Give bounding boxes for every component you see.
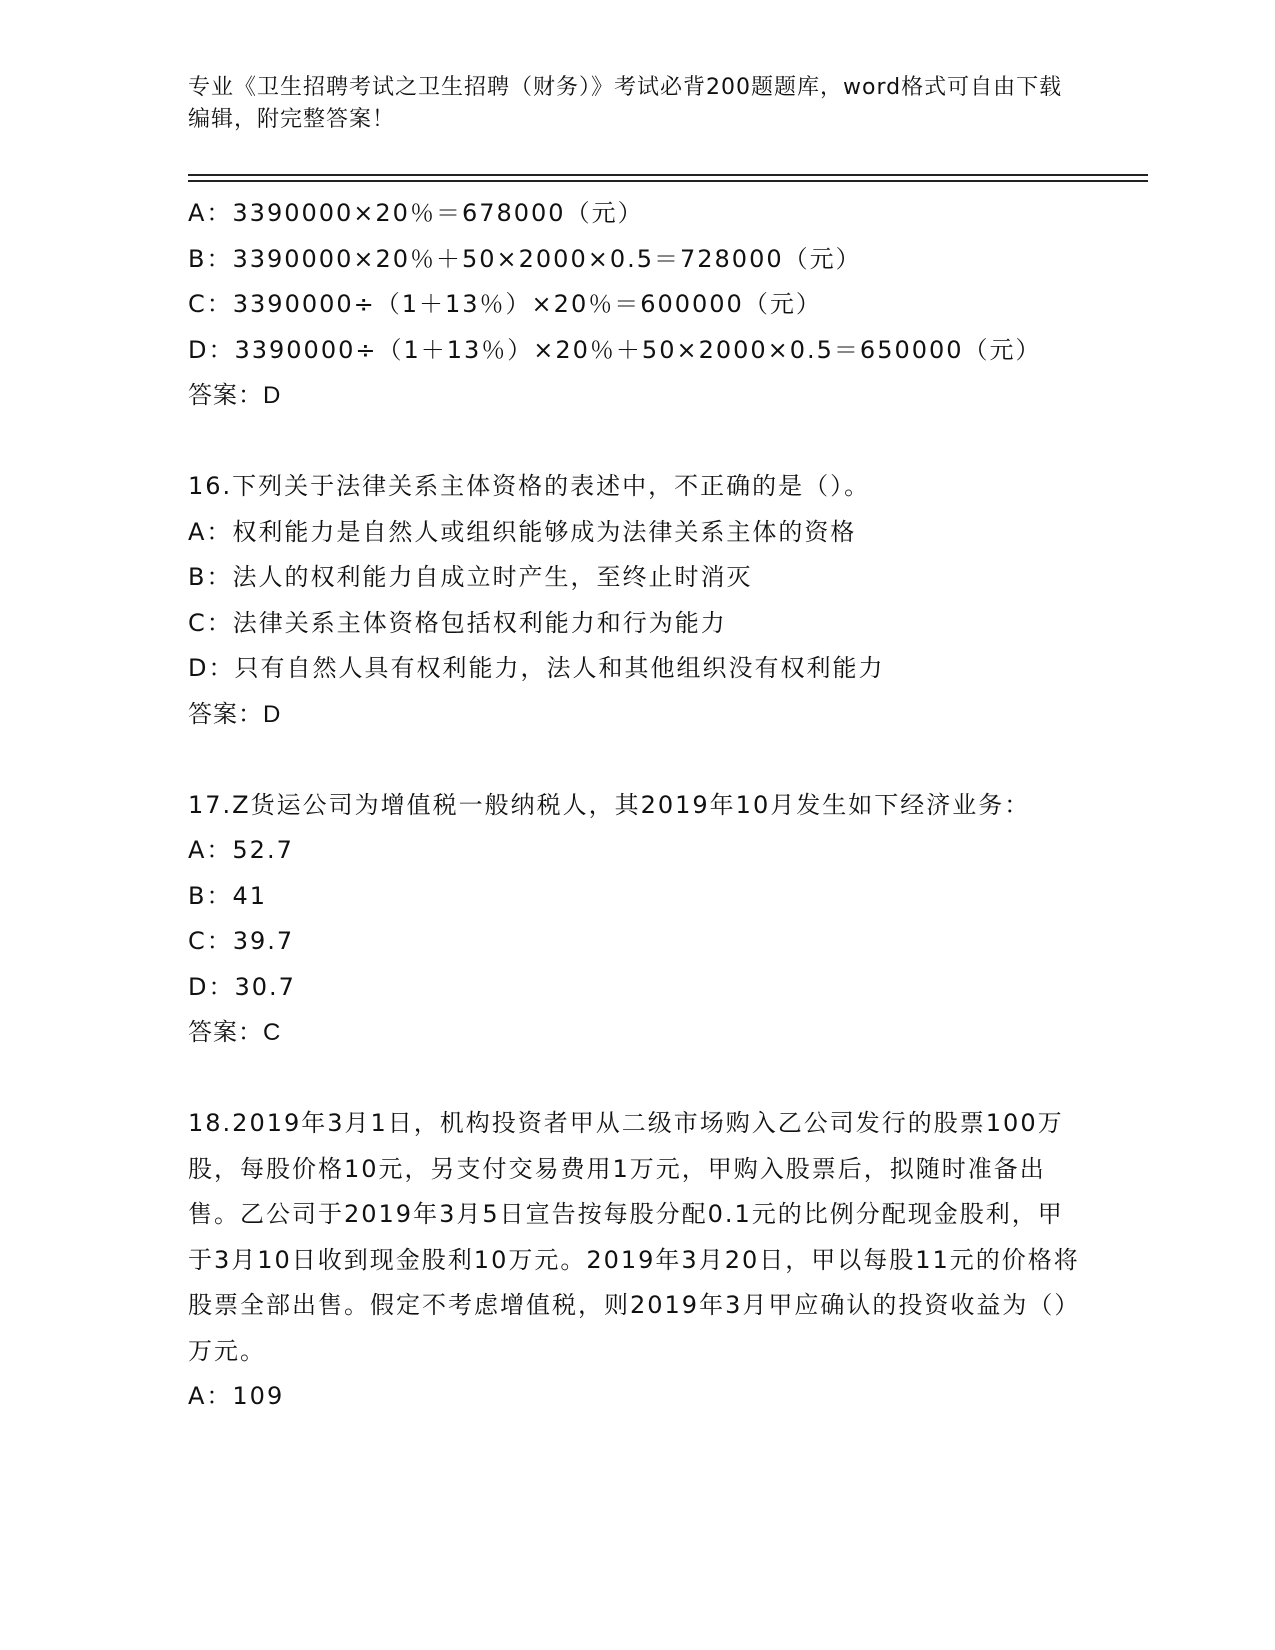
spacer bbox=[188, 1056, 1088, 1102]
question-stem: 16.下列关于法律关系主体资格的表述中，不正确的是（）。 bbox=[188, 472, 871, 500]
answer-text: 答案：D bbox=[188, 382, 282, 409]
option-a: A：52.7 bbox=[188, 836, 294, 864]
option-c: C：法律关系主体资格包括权利能力和行为能力 bbox=[188, 608, 727, 637]
spacer bbox=[188, 737, 1088, 783]
spacer bbox=[188, 419, 1088, 465]
option-d: D：3390000÷（1＋13％）×20％＋50×2000×0.5＝650000（元） bbox=[188, 335, 1042, 364]
question-stem: 18.2019年3月1日，机构投资者甲从二级市场购入乙公司发行的股票100万股，每股价格10元，另支付交易费用1万元，甲购入股票后，拟随时准备出售。乙公司于2019年3月5日宣告按每股分配0.1元的比例分配现金股利，甲于3月10日收到现金股利10万元。2019年3月20日，甲以每股11元的价格将股票全部出售。假定不考虑增值税，则2019年3月甲应确认的投资收益为（）万元。 bbox=[188, 1109, 1081, 1365]
answer-text: 答案：C bbox=[188, 1019, 282, 1046]
option-d: D：30.7 bbox=[188, 972, 296, 1001]
option-b: B：法人的权利能力自成立时产生，至终止时消灭 bbox=[188, 563, 753, 591]
header-divider-top bbox=[188, 174, 1148, 176]
question-stem: 17.Z货运公司为增值税一般纳税人，其2019年10月发生如下经济业务： bbox=[188, 790, 1031, 819]
option-b: B：41 bbox=[188, 881, 268, 910]
header-divider-bottom bbox=[188, 180, 1148, 182]
question-17-block bbox=[188, 783, 1088, 1056]
option-d: D：只有自然人具有权利能力，法人和其他组织没有权利能力 bbox=[188, 654, 885, 682]
option-b: B：3390000×20％＋50×2000×0.5＝728000（元） bbox=[188, 244, 862, 273]
question-content bbox=[188, 191, 1088, 1420]
option-c: C：39.7 bbox=[188, 927, 295, 955]
option-c: C：3390000÷（1＋13％）×20％＝600000（元） bbox=[188, 290, 822, 318]
answer-text: 答案：D bbox=[188, 700, 282, 728]
option-a: A：权利能力是自然人或组织能够成为法律关系主体的资格 bbox=[188, 517, 857, 546]
question-18-block bbox=[188, 1101, 1088, 1420]
document-header: 专业《卫生招聘考试之卫生招聘（财务）》考试必背200题题库，word格式可自由下载编辑，附完整答案！ bbox=[188, 75, 1063, 132]
option-a: A：3390000×20％＝678000（元） bbox=[188, 199, 644, 227]
question-15-block bbox=[188, 191, 1088, 419]
question-16-block bbox=[188, 464, 1088, 737]
option-a: A：109 bbox=[188, 1382, 285, 1410]
